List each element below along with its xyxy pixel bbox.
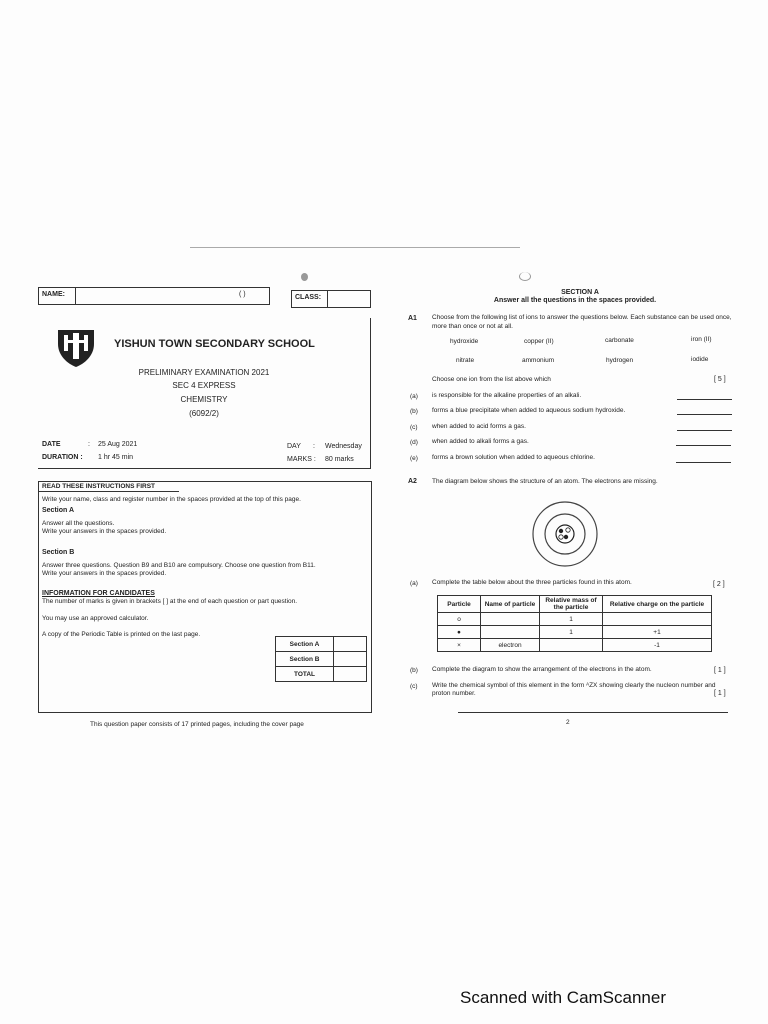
info-line-2: You may use an approved calculator.	[42, 615, 149, 622]
class-divider	[327, 291, 328, 307]
day-value: Wednesday	[325, 443, 362, 450]
info-line-3: A copy of the Periodic Table is printed on the last page.	[42, 631, 201, 638]
a1-part-a-label: (a)	[410, 393, 418, 400]
section-a-heading: Section A	[42, 507, 75, 514]
duration-value: 1 hr 45 min	[98, 454, 134, 461]
info-heading: INFORMATION FOR CANDIDATES	[42, 590, 155, 597]
particle-name-cell: electron	[481, 639, 540, 652]
marks-row-cell	[334, 637, 367, 652]
a1-part-b-label: (b)	[410, 408, 418, 415]
scan-mark	[519, 272, 531, 281]
col-header-name: Name of particle	[481, 596, 540, 613]
instruction-line-1: Write your name, class and register number in the spaces provided at the top of this page.	[42, 496, 301, 503]
name-divider	[75, 288, 76, 304]
marks-row-section-a	[276, 637, 367, 652]
ion-copper: copper (II)	[524, 338, 554, 345]
a1-part-d-label: (d)	[410, 439, 418, 446]
a1-part-d-text: when added to alkali forms a gas.	[432, 438, 529, 445]
instructions-rule	[39, 491, 179, 492]
section-b-heading: Section B	[42, 549, 75, 556]
marks-row-section-b	[276, 652, 367, 667]
a2a-label: (a)	[410, 580, 418, 587]
a2c-text: Write the chemical symbol of this element in the form ᴬZX showing clearly the nucleon number and proton number.	[432, 682, 716, 697]
ion-iodide: iodide	[691, 356, 709, 363]
duration-label: DURATION :	[42, 454, 83, 461]
particle-row-electron	[438, 639, 712, 652]
class-label: CLASS:	[295, 294, 322, 301]
a1-part-a-answer-line[interactable]	[677, 399, 732, 400]
cover-footer: This question paper consists of 17 printed pages, including the cover page	[90, 721, 304, 728]
marks-summary-table	[275, 636, 367, 682]
ion-carbonate: carbonate	[605, 337, 634, 344]
marks-row-label: Section A	[276, 637, 334, 652]
particle-charge-cell: +1	[603, 626, 712, 639]
particle-symbol: ●	[438, 626, 481, 639]
particle-table-header	[438, 596, 712, 613]
exam-code: (6092/2)	[189, 409, 219, 418]
ion-hydroxide: hydroxide	[450, 338, 479, 345]
exam-subject: CHEMISTRY	[180, 395, 228, 404]
a1-part-b-answer-line[interactable]	[677, 414, 732, 415]
a1-part-d-answer-line[interactable]	[676, 445, 731, 446]
col-header-charge: Relative charge on the particle	[603, 596, 712, 613]
ion-iron: iron (II)	[691, 336, 712, 343]
name-box	[38, 287, 270, 305]
section-a-line-2: Write your answers in the spaces provided.	[42, 528, 167, 535]
paper-fold-shadow	[190, 247, 520, 248]
instructions-box	[38, 481, 372, 713]
section-b-line-2: Write your answers in the spaces provided.	[42, 570, 167, 577]
a1-choose: Choose one ion from the list above which	[432, 376, 551, 383]
exam-level: SEC 4 EXPRESS	[172, 381, 236, 390]
particle-row-neutron	[438, 626, 712, 639]
day-label: DAY	[287, 443, 301, 450]
class-box	[291, 290, 371, 308]
section-b-line-1: Answer three questions. Question B9 and B10 are compulsory. Choose one question from B11.	[42, 562, 316, 569]
a1-part-b-text: forms a blue precipitate when added to aqueous sodium hydroxide.	[432, 407, 626, 414]
col-header-particle: Particle	[438, 596, 481, 613]
marks-row-total	[276, 667, 367, 682]
date-value: 25 Aug 2021	[98, 441, 138, 448]
particle-table	[437, 595, 712, 652]
particle-mass-cell: 1	[540, 613, 603, 626]
particle-symbol: o	[438, 613, 481, 626]
marks-row-cell	[334, 652, 367, 667]
day-colon: :	[313, 443, 315, 450]
name-label: NAME:	[42, 291, 65, 298]
marks-row-label: TOTAL	[276, 667, 334, 682]
ion-nitrate: nitrate	[456, 357, 475, 364]
atom-diagram[interactable]	[530, 499, 600, 569]
page-number: 2	[566, 719, 570, 726]
ion-hydrogen: hydrogen	[606, 357, 634, 364]
a1-part-c-label: (c)	[410, 424, 418, 431]
date-label: DATE	[42, 441, 61, 448]
marks-row-label: Section B	[276, 652, 334, 667]
date-colon: :	[88, 441, 90, 448]
a1-part-e-answer-line[interactable]	[676, 462, 731, 463]
scan-mark	[301, 273, 308, 281]
a2a-text: Complete the table below about the three particles found in this atom.	[432, 579, 632, 586]
particle-name-cell[interactable]	[481, 613, 540, 626]
particle-mass-cell: 1	[540, 626, 603, 639]
register-paren: ( )	[239, 291, 246, 298]
a1-label: A1	[408, 315, 417, 322]
particle-charge-cell: -1	[603, 639, 712, 652]
a2b-label: (b)	[410, 667, 418, 674]
marks-value: 80 marks	[325, 456, 354, 463]
instructions-heading: READ THESE INSTRUCTIONS FIRST	[42, 483, 156, 490]
school-name: YISHUN TOWN SECONDARY SCHOOL	[114, 338, 315, 350]
particle-charge-cell[interactable]	[603, 613, 712, 626]
a1-part-c-answer-line[interactable]	[677, 430, 732, 431]
a2-intro: The diagram below shows the structure of an atom. The electrons are missing.	[432, 478, 658, 485]
exam-title: PRELIMINARY EXAMINATION 2021	[138, 368, 270, 377]
a2c-label: (c)	[410, 683, 418, 690]
school-logo	[56, 328, 96, 368]
cover-header-box	[38, 318, 371, 469]
a1-intro: Choose from the following list of ions to answer the questions below. Each substance can be used once, more than once or not at all.	[432, 314, 732, 330]
particle-symbol: ×	[438, 639, 481, 652]
a2b-marks: [ 1 ]	[714, 667, 726, 674]
a1-part-e-label: (e)	[410, 455, 418, 462]
a2c-marks: [ 1 ]	[714, 690, 726, 697]
particle-mass-cell[interactable]	[540, 639, 603, 652]
a1-marks: [ 5 ]	[714, 376, 726, 383]
col-header-mass: Relative mass of the particle	[540, 596, 603, 613]
a1-part-a-text: is responsible for the alkaline properties of an alkali.	[432, 392, 582, 399]
marks-row-cell	[334, 667, 367, 682]
a2-label: A2	[408, 478, 417, 485]
section-title: SECTION A	[561, 289, 599, 296]
section-subtitle: Answer all the questions in the spaces provided.	[493, 297, 657, 304]
a2c-answer-line[interactable]	[458, 712, 728, 713]
camscanner-watermark: Scanned with CamScanner	[460, 988, 667, 1007]
info-line-1: The number of marks is given in brackets [ ] at the end of each question or part question.	[42, 598, 298, 605]
a2a-marks: [ 2 ]	[713, 581, 725, 588]
a1-part-c-text: when added to acid forms a gas.	[432, 423, 526, 430]
marks-label: MARKS :	[287, 456, 316, 463]
particle-row-proton	[438, 613, 712, 626]
a2b-text: Complete the diagram to show the arrangement of the electrons in the atom.	[432, 666, 652, 673]
a1-part-e-text: forms a brown solution when added to aqueous chlorine.	[432, 454, 595, 461]
section-a-line-1: Answer all the questions.	[42, 520, 115, 527]
ion-ammonium: ammonium	[522, 357, 555, 364]
particle-name-cell[interactable]	[481, 626, 540, 639]
